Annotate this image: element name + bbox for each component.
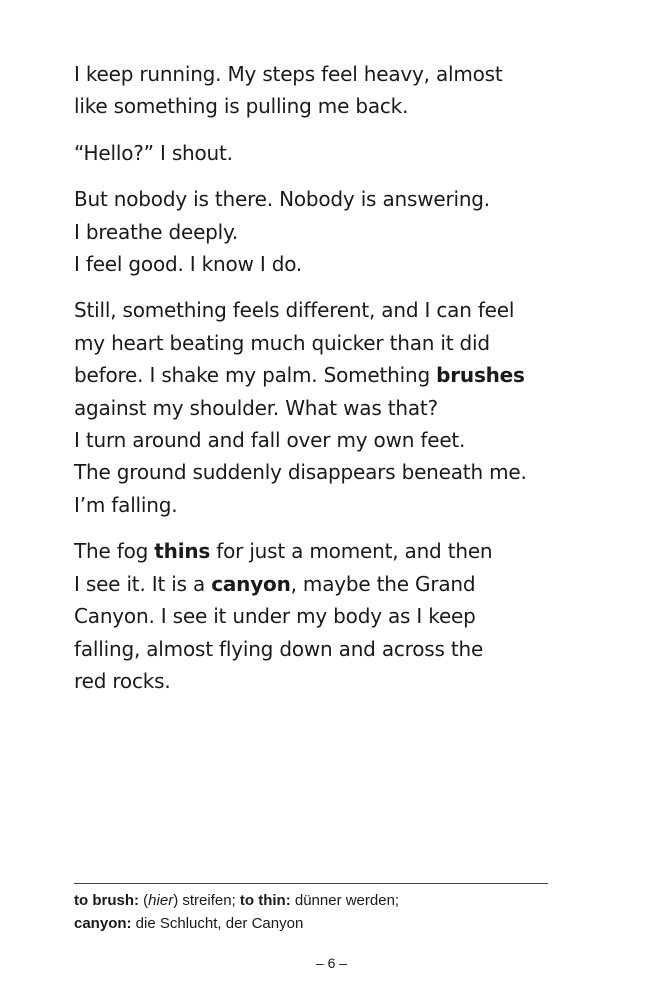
text-line [74, 568, 594, 600]
text-line: But nobody is there. Nobody is answering. [74, 187, 490, 212]
footnote-line [74, 913, 554, 936]
text-run: , maybe the Grand [290, 571, 476, 596]
footnote-term: to brush: [74, 892, 139, 909]
paragraph-5 [74, 535, 594, 697]
text-line: like something is pulling me back. [74, 94, 409, 119]
text-line: Still, something feels different, and I can feel [74, 298, 515, 323]
footnote-divider [74, 883, 548, 884]
story-text [74, 58, 594, 711]
footnote-text: ( [139, 892, 149, 909]
footnote-note: hier [148, 892, 174, 909]
text-line: I feel good. I know I do. [74, 252, 303, 277]
text-run: before. I shake my palm. Something [74, 363, 437, 388]
text-line: The ground suddenly disappears beneath me. [74, 460, 527, 485]
paragraph-1 [74, 58, 594, 123]
text-run: The fog [74, 539, 155, 564]
text-line: I keep running. My steps feel heavy, almost [74, 62, 503, 86]
footnote-text: dünner werden; [290, 892, 400, 909]
paragraph-4 [74, 294, 594, 521]
text-run: I see it. It is a [74, 571, 212, 596]
paragraph-2 [74, 137, 594, 169]
text-run: for just a moment, and then [210, 539, 493, 564]
text-line: “Hello?” I shout. [74, 140, 233, 165]
text-line: I breathe deeply. [74, 219, 238, 244]
text-line: my heart beating much quicker than it did [74, 330, 490, 355]
footnote-text: die Schlucht, der Canyon [131, 914, 304, 932]
text-line: against my shoulder. What was that? [74, 395, 438, 420]
text-line: I turn around and fall over my own feet. [74, 428, 466, 453]
footnote-text: ) streifen; [173, 892, 240, 909]
vocabulary-footnote [74, 890, 554, 935]
vocab-word-canyon: canyon [211, 571, 291, 596]
text-line: red rocks. [74, 668, 171, 693]
text-line: I’m falling. [74, 492, 178, 517]
text-line [74, 359, 594, 391]
vocab-word-brushes: brushes [436, 363, 525, 388]
paragraph-3 [74, 183, 594, 280]
text-line: Canyon. I see it under my body as I keep [74, 604, 476, 629]
footnote-term: to thin: [239, 892, 291, 909]
page-number: – 6 – [315, 955, 348, 971]
footnote-line [74, 890, 554, 913]
footnote-term: canyon: [74, 914, 132, 932]
vocab-word-thins: thins [154, 539, 211, 564]
text-line [74, 535, 594, 567]
text-line: falling, almost flying down and across the [74, 636, 484, 661]
